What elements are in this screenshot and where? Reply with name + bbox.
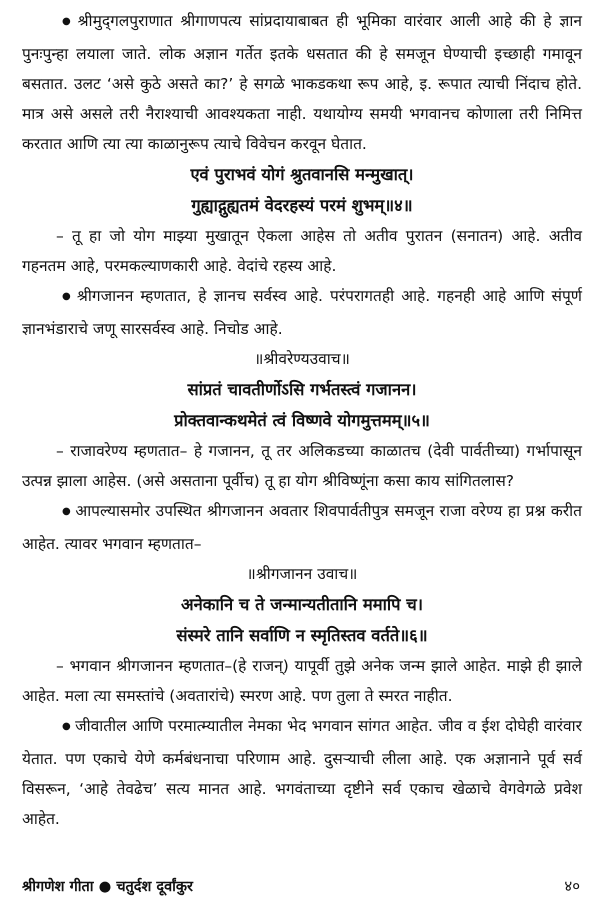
verse-5-line-1: सांप्रतं चावतीर्णोऽसि गर्भतस्त्वं गजानन। <box>187 380 417 399</box>
book-title: श्रीगणेश गीता <box>22 879 94 895</box>
bullet-icon <box>62 287 77 305</box>
paragraph-text: आपल्यासमोर उपस्थित श्रीगजानन अवतार शिवपार्वतीपुत्र समजून राजा वरेण्य हा प्रश्न करीत आहेत. त्यावर भगवान म्हणतात– <box>22 502 582 553</box>
paragraph-commentary-6 <box>22 711 582 834</box>
footer-separator: ● <box>98 879 112 895</box>
paragraph-commentary-intro <box>22 6 582 159</box>
verse-4-line-1: एवं पुराभवं योगं श्रुतवानसि मन्मुखात्। <box>190 165 414 184</box>
paragraph-text: श्रीगजानन म्हणतात, हे ज्ञानच सर्वस्व आहे. परंपरागतही आहे. गहनही आहे आणि संपूर्ण ज्ञानभंडाराचे जणू सारसर्वस्व आहे. निचोड आहे. <box>22 287 583 338</box>
speaker-heading-gajanan: ॥श्रीगजानन उवाच॥ <box>246 565 358 583</box>
verse-4-line-2: गुह्याद्गुह्यतमं वेदरहस्यं परमं शुभम्॥४॥ <box>191 196 413 215</box>
bullet-icon <box>62 12 78 30</box>
page-number: ४० <box>564 877 580 895</box>
verse-6-line-2: संस्मरे तानि सर्वाणि न स्मृतिस्तव वर्तते॥६॥ <box>176 626 428 645</box>
footer-running-title <box>22 876 193 896</box>
paragraph-commentary-4 <box>22 281 582 344</box>
paragraph-verse-4-meaning: – तू हा जो योग माझ्या मुखातून ऐकला आहेस तो अतीव पुरातन (सनातन) आहे. अतीव गहनतम आहे, परमकल्याणकारी आहे. वेदांचे रहस्य आहे. <box>22 227 582 275</box>
page-content <box>22 6 582 834</box>
paragraph-verse-5-meaning: – राजावरेण्य म्हणतात– हे गजानन, तू तर अलिकडच्या काळातच (देवी पार्वतीच्या) गर्भापासून उत्पन्न झाला आहेस. (असे असताना पूर्वीच) तू हा योग श्रीविष्णूंना कसा काय सांगितलास? <box>22 442 582 490</box>
verse-5-line-2: प्रोक्तवान्कथमेतं त्वं विष्णवे योगमुत्तमम्॥५॥ <box>174 411 430 430</box>
paragraph-text: श्रीमुद्‌गलपुराणात श्रीगाणपत्य सांप्रदायाबाबत ही भूमिका वारंवार आली आहे की हे ज्ञान पुनःपुन्हा लयाला जाते. लोक अज्ञान गर्तेत इतके धसतात की हे समजून घेण्याची इच्छाही गमावून बसतात. उलट ‘असे कुठे असते का?’ हे सगळे भाकडकथा रूप आहे, इ. रूपात त्याची निंदाच होते. मात्र असे असले तरी नैराश्याची आवश्यकता नाही. यथायोग्य समयी भगवानच कोणाला तरी निमित्त करतात आणि त्या त्या काळानुरूप त्याचे विवेचन करवून घेतात. <box>22 12 582 153</box>
verse-6-line-1: अनेकानि च ते जन्मान्यतीतानि ममापि च। <box>181 595 423 614</box>
page-footer <box>22 876 580 896</box>
paragraph-verse-6-meaning: – भगवान श्रीगजानन म्हणतात–(हे राजन्) यापूर्वी तुझे अनेक जन्म झाले आहेत. माझे ही झाले आहेत. मला त्या समस्तांचे (अवतारांचे) स्मरण आहे. पण तुला ते स्मरत नाहीत. <box>22 657 582 705</box>
paragraph-commentary-5 <box>22 496 582 559</box>
speaker-heading-varenya: ॥श्रीवरेण्यउवाच॥ <box>254 350 350 368</box>
bullet-icon <box>62 502 75 520</box>
paragraph-text: जीवातील आणि परमात्म्यातील नेमका भेद भगवान सांगत आहेत. जीव व ईश दोघेही वारंवार येतात. पण एकाचे येणे कर्मबंधनाचा परिणाम आहे. दुसऱ्याची लीला आहे. एक अज्ञानाने पूर्व सर्व विसरून, ‘आहे तेवढेच’ सत्य मानत आहे. भगवंताच्या दृष्टीने सर्व एकाच खेळाचे वेगवेगळे प्रवेश आहेत. <box>22 717 582 828</box>
bullet-icon <box>62 717 75 735</box>
chapter-title: चतुर्दश दूर्वांकुर <box>116 879 193 895</box>
